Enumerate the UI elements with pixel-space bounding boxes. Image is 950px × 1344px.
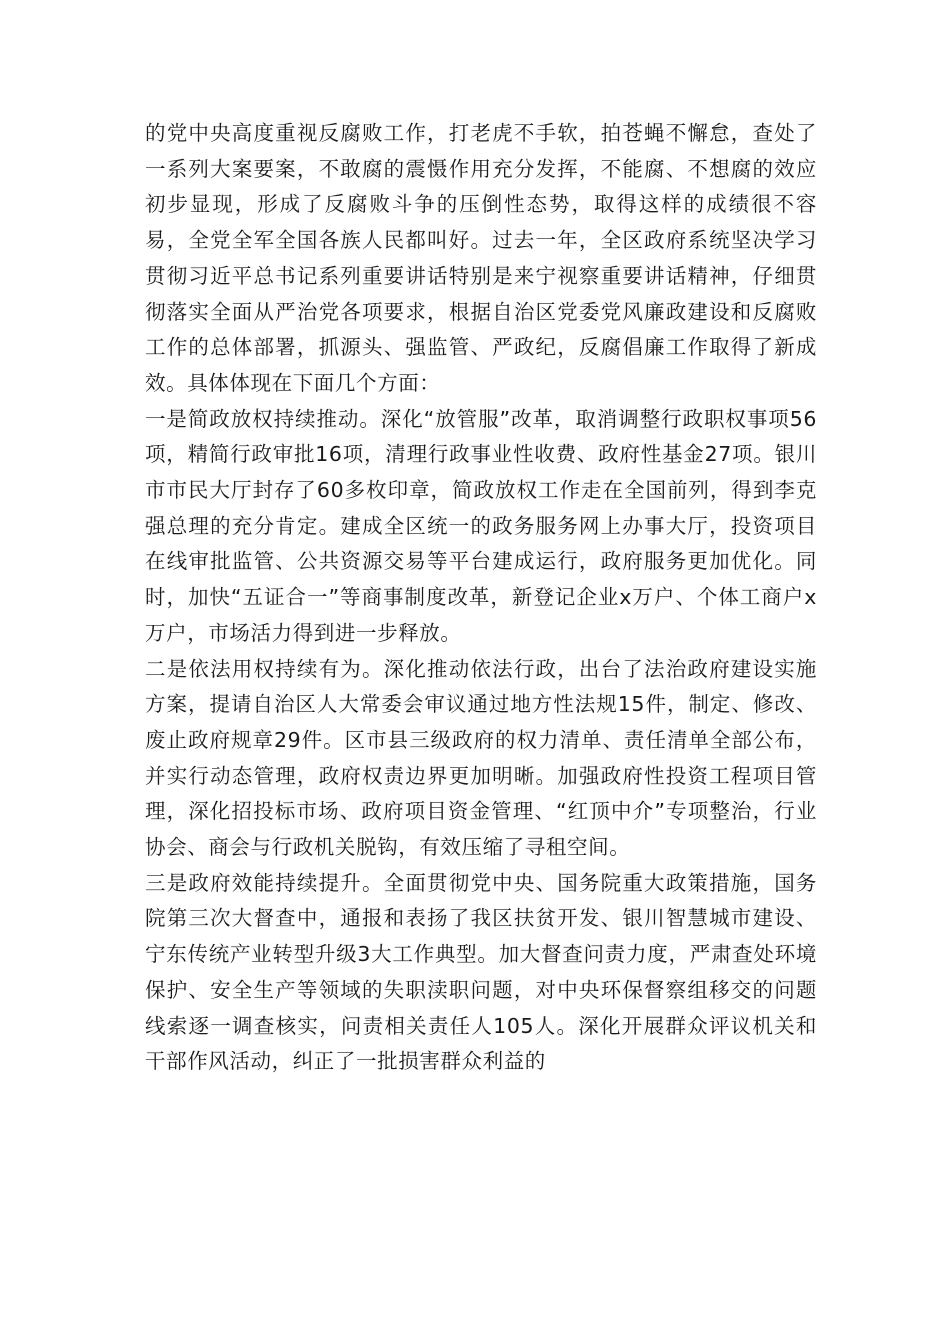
paragraph-point-two: 二是依法用权持续有为。深化推动依法行政，出台了法治政府建设实施方案，提请自治区人大常委会审议通过地方性法规15件，制定、修改、废止政府规章29件。区市县三级政府的权力清单、责任清单全部公布，并实行动态管理，政府权责边界更加明晰。加强政府性投资工程项目管理，深化招投标市场、政府项目资金管理、“红顶中介”专项整治，行业协会、商会与行政机关脱钩，有效压缩了寻租空间。 — [145, 656, 817, 860]
paragraph-point-one: 一是简政放权持续推动。深化“放管服”改革，取消调整行政职权事项56项，精简行政审批16项，清理行政事业性收费、政府性基金27项。银川市市民大厅封存了60多枚印章，简政放权工作走在全国前列，得到李克强总理的充分肯定。建成全区统一的政务服务网上办事大厅，投资项目在线审批监管、公共资源交易等平台建成运行，政府服务更加优化。同时，加快“五证合一”等商事制度改革，新登记企业x万户、个体工商户x万户，市场活力得到进一步释放。 — [145, 406, 817, 645]
document-body — [145, 116, 817, 1080]
paragraph-intro: 的党中央高度重视反腐败工作，打老虎不手软，拍苍蝇不懈怠，查处了一系列大案要案，不敢腐的震慑作用充分发挥，不能腐、不想腐的效应初步显现，形成了反腐败斗争的压倒性态势，取得这样的成绩很不容易，全党全军全国各族人民都叫好。过去一年，全区政府系统坚决学习贯彻习近平总书记系列重要讲话特别是来宁视察重要讲话精神，仔细贯彻落实全面从严治党各项要求，根据自治区党委党风廉政建设和反腐败工作的总体部署，抓源头、强监管、严政纪，反腐倡廉工作取得了新成效。具体体现在下面几个方面： — [145, 121, 817, 395]
paragraph-point-three: 三是政府效能持续提升。全面贯彻党中央、国务院重大政策措施，国务院第三次大督查中，通报和表扬了我区扶贫开发、银川智慧城市建设、宁东传统产业转型升级3大工作典型。加大督查问责力度，严肃查处环境保护、安全生产等领域的失职渎职问题，对中央环保督察组移交的问题线索逐一调查核实，问责相关责任人105人。深化开展群众评议机关和干部作风活动，纠正了一批损害群众利益的 — [145, 870, 817, 1074]
